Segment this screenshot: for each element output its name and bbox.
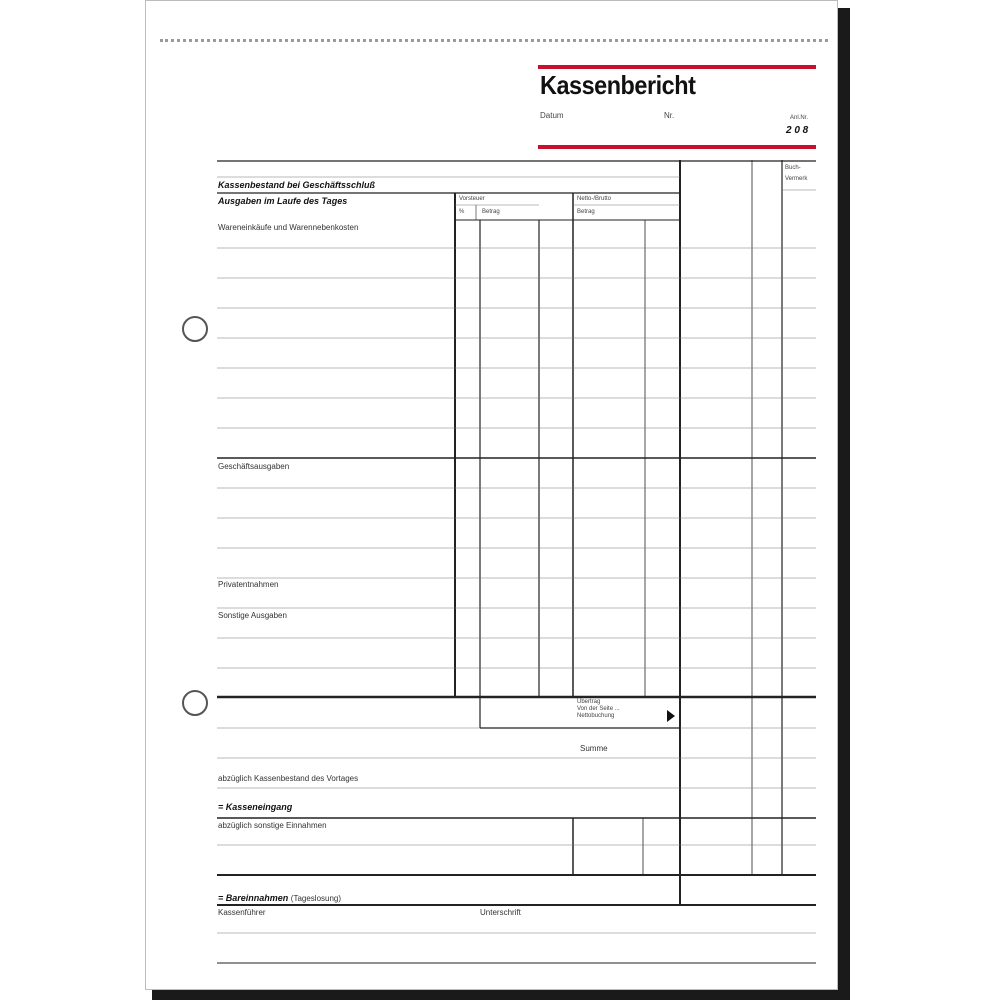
number-label: Nr. (664, 111, 675, 120)
carry-over-note (577, 699, 620, 720)
carry-over-line: Von der Seite ... (577, 706, 620, 712)
date-label: Datum (540, 111, 564, 120)
section-bareinnahmen (218, 893, 341, 903)
col-netto: Netto-/Brutto (577, 196, 612, 202)
col-betrag-netto: Betrag (577, 209, 595, 215)
carry-over-line: Übertrag (577, 699, 601, 705)
label-unterschrift: Unterschrift (480, 908, 521, 917)
label-kassenfuehrer: Kassenführer (218, 908, 266, 917)
label-sonstige-ausgaben: Sonstige Ausgaben (218, 611, 287, 620)
section-kassenbestand: Kassenbestand bei Geschäftsschluß (218, 180, 376, 190)
bareinnahmen-suffix: (Tageslosung) (290, 894, 342, 903)
label-summe: Summe (580, 744, 608, 753)
label-abzueglich-bestand: abzüglich Kassenbestand des Vortages (218, 774, 359, 783)
form-title: Kassenbericht (540, 70, 696, 100)
arrow-right-icon (667, 710, 675, 722)
section-ausgaben: Ausgaben im Laufe des Tages (218, 196, 348, 206)
label-abzueglich-einnahmen: abzüglich sonstige Einnahmen (218, 821, 327, 830)
reference-label: Anl.Nr. (790, 115, 809, 121)
carry-over-line: Nettobuchung (577, 713, 615, 719)
section-kasseneingang: = Kasseneingang (218, 802, 293, 812)
reference-code: 2 0 8 (786, 125, 809, 136)
col-vorsteuer: Vorsteuer (459, 196, 485, 202)
label-geschaeftsausgaben: Geschäftsausgaben (218, 462, 290, 471)
col-vermerk: Vermerk (785, 176, 808, 182)
col-buch: Buch- (785, 165, 801, 171)
bareinnahmen-label: = Bareinnahmen (218, 893, 289, 903)
col-betrag-vorsteuer: Betrag (482, 209, 500, 215)
col-prozent: % (459, 209, 465, 215)
label-wareneinkauf: Wareneinkäufe und Warennebenkosten (218, 223, 359, 232)
label-privatentnahmen: Privatentnahmen (218, 580, 279, 589)
